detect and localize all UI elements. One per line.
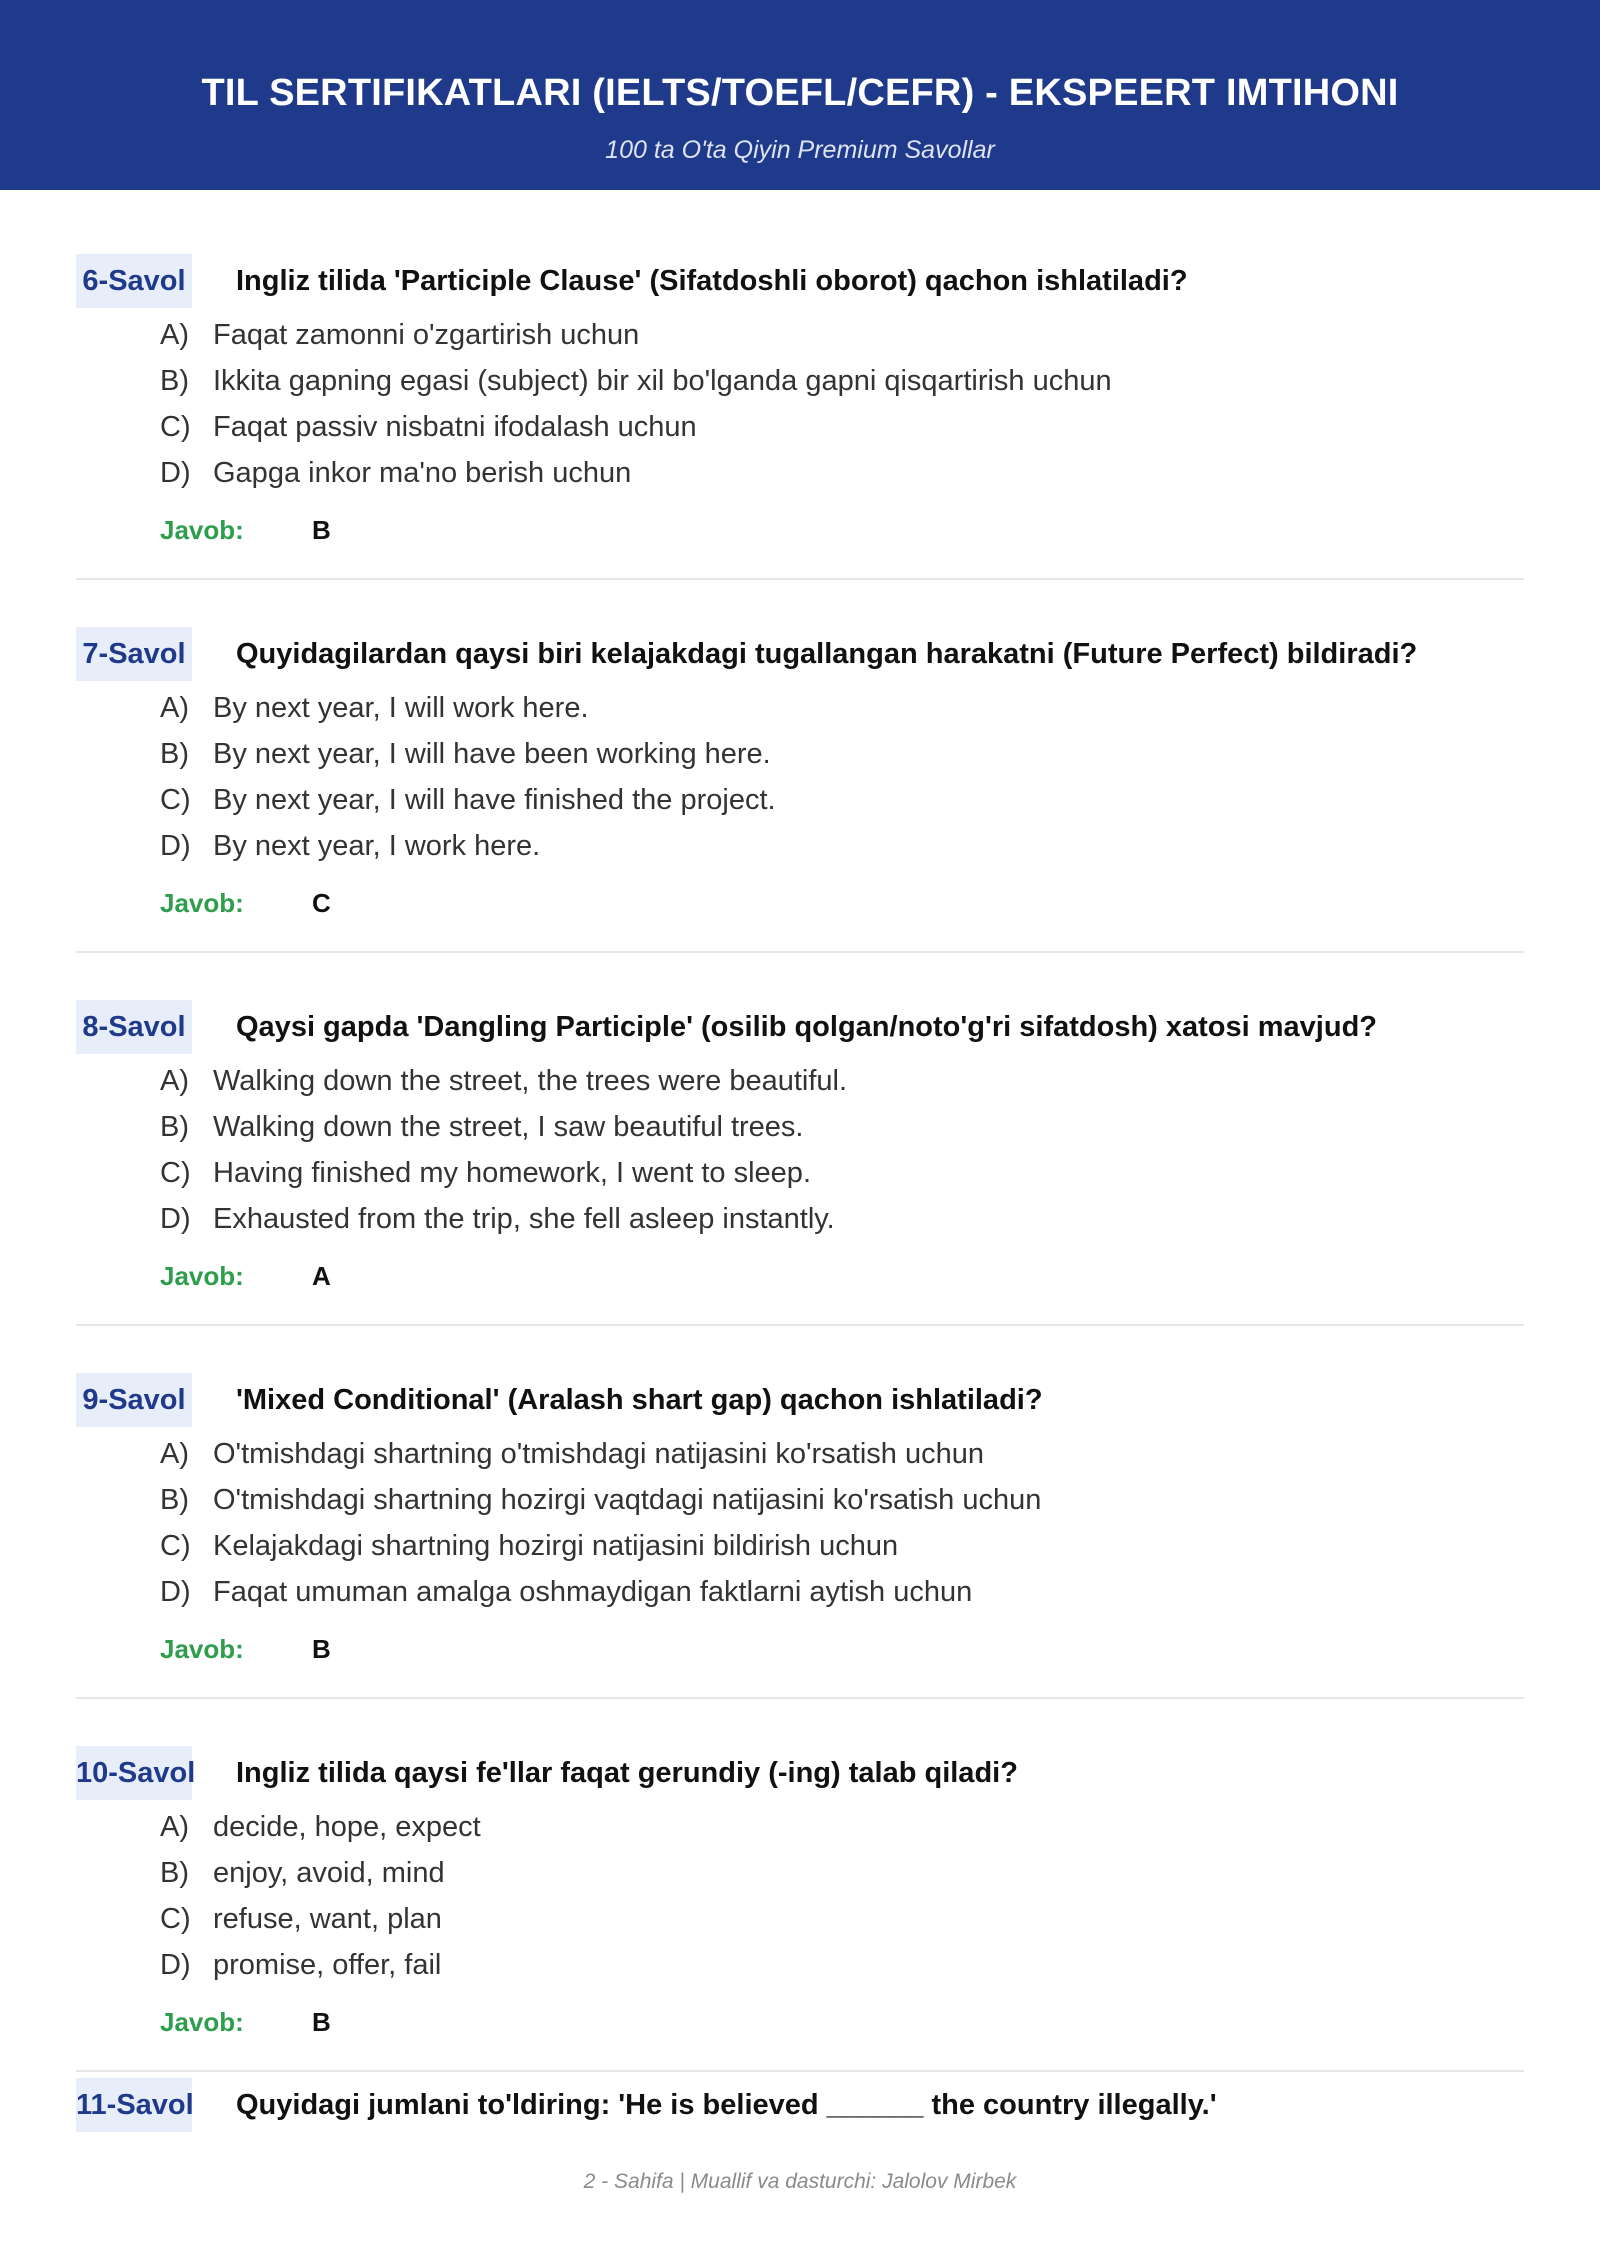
answer-value: B [312, 1634, 331, 1664]
answer-option [160, 731, 771, 777]
answer-label: Javob: [160, 1261, 244, 1291]
answer-option [160, 1850, 445, 1896]
option-letter: B) [160, 1857, 189, 1889]
answer-label: Javob: [160, 888, 244, 918]
option-letter: D) [160, 1949, 191, 1981]
option-text: By next year, I will have been working here. [213, 738, 771, 770]
option-letter: A) [160, 1811, 189, 1843]
option-letter: D) [160, 1576, 191, 1608]
question-text: Quyidagi jumlani to'ldiring: 'He is believed ______ the country illegally.' [236, 2089, 1217, 2121]
answer-option [160, 1942, 441, 1988]
answer-option [160, 1523, 898, 1569]
answer-option [160, 312, 639, 358]
option-letter: D) [160, 1203, 191, 1235]
divider [76, 1697, 1524, 1699]
option-text: promise, offer, fail [213, 1949, 442, 1981]
option-text: Walking down the street, the trees were beautiful. [213, 1065, 848, 1097]
question-number: 8-Savol [76, 1000, 192, 1054]
page-header [0, 0, 1600, 190]
answer-option [160, 1104, 804, 1150]
answer-option [160, 1804, 481, 1850]
answer-value: A [312, 1261, 331, 1291]
question-block [0, 218, 1600, 591]
answer-option [160, 1896, 442, 1942]
option-text: Kelajakdagi shartning hozirgi natijasini bildirish uchun [213, 1530, 899, 1562]
option-letter: C) [160, 1157, 191, 1189]
answer-row [160, 1256, 331, 1296]
answer-label: Javob: [160, 2007, 244, 2037]
option-letter: D) [160, 457, 191, 489]
option-text: Having finished my homework, I went to sleep. [213, 1157, 811, 1189]
question-block [0, 964, 1600, 1337]
option-letter: A) [160, 1065, 189, 1097]
option-text: enjoy, avoid, mind [213, 1857, 445, 1889]
question-number: 7-Savol [76, 627, 192, 681]
option-letter: B) [160, 738, 189, 770]
question-number: 10-Savol [76, 1746, 192, 1800]
divider [76, 578, 1524, 580]
option-letter: C) [160, 411, 191, 443]
question-number: 9-Savol [76, 1373, 192, 1427]
option-text: Exhausted from the trip, she fell asleep instantly. [213, 1203, 835, 1235]
answer-value: C [312, 888, 331, 918]
question-block [0, 2078, 1600, 2158]
page-subtitle: 100 ta O'ta Qiyin Premium Savollar [605, 136, 995, 164]
answer-row [160, 883, 331, 923]
question-text: 'Mixed Conditional' (Aralash shart gap) qachon ishlatiladi? [236, 1384, 1043, 1416]
option-letter: C) [160, 1903, 191, 1935]
option-letter: C) [160, 784, 191, 816]
page-title: TIL SERTIFIKATLARI (IELTS/TOEFL/CEFR) - EKSPEERT IMTIHONI [201, 72, 1399, 114]
option-text: By next year, I will have finished the project. [213, 784, 776, 816]
option-letter: A) [160, 319, 189, 351]
option-letter: B) [160, 1111, 189, 1143]
question-text: Quyidagilardan qaysi biri kelajakdagi tugallangan harakatni (Future Perfect) bildiradi? [236, 638, 1418, 670]
option-text: By next year, I will work here. [213, 692, 589, 724]
question-block [0, 1337, 1600, 1710]
divider [76, 1324, 1524, 1326]
divider [76, 2070, 1524, 2072]
option-letter: A) [160, 692, 189, 724]
answer-value: B [312, 515, 331, 545]
option-letter: D) [160, 830, 191, 862]
question-text: Qaysi gapda 'Dangling Participle' (osilib qolgan/noto'g'ri sifatdosh) xatosi mavjud? [236, 1011, 1377, 1043]
option-text: O'tmishdagi shartning hozirgi vaqtdagi natijasini ko'rsatish uchun [213, 1484, 1042, 1516]
option-text: Ikkita gapning egasi (subject) bir xil bo'lganda gapni qisqartirish uchun [213, 365, 1112, 397]
answer-option [160, 685, 589, 731]
answer-value: B [312, 2007, 331, 2037]
question-text: Ingliz tilida 'Participle Clause' (Sifatdoshli oborot) qachon ishlatiladi? [236, 265, 1188, 297]
answer-option [160, 1150, 811, 1196]
answer-option [160, 823, 540, 869]
answer-label: Javob: [160, 515, 244, 545]
option-text: By next year, I work here. [213, 830, 541, 862]
option-letter: B) [160, 365, 189, 397]
answer-option [160, 1058, 847, 1104]
option-text: refuse, want, plan [213, 1903, 442, 1935]
answer-option [160, 358, 1112, 404]
question-block [0, 591, 1600, 964]
answer-row [160, 510, 331, 550]
option-text: Faqat passiv nisbatni ifodalash uchun [213, 411, 697, 443]
question-block [0, 1710, 1600, 2083]
answer-row [160, 2002, 331, 2042]
page-footer: 2 - Sahifa | Muallif va dasturchi: Jalolov Mirbek [583, 2170, 1017, 2193]
answer-option [160, 1196, 835, 1242]
answer-option [160, 404, 697, 450]
question-number: 11-Savol [76, 2078, 192, 2132]
answer-row [160, 1629, 331, 1669]
option-letter: A) [160, 1438, 189, 1470]
option-letter: B) [160, 1484, 189, 1516]
option-text: Gapga inkor ma'no berish uchun [213, 457, 632, 489]
answer-option [160, 1431, 984, 1477]
option-letter: C) [160, 1530, 191, 1562]
option-text: Walking down the street, I saw beautiful trees. [213, 1111, 804, 1143]
answer-option [160, 777, 776, 823]
answer-option [160, 1477, 1041, 1523]
divider [76, 951, 1524, 953]
answer-option [160, 450, 631, 496]
option-text: decide, hope, expect [213, 1811, 481, 1843]
question-text: Ingliz tilida qaysi fe'llar faqat gerundiy (-ing) talab qiladi? [236, 1757, 1018, 1789]
question-number: 6-Savol [76, 254, 192, 308]
option-text: O'tmishdagi shartning o'tmishdagi natijasini ko'rsatish uchun [213, 1438, 985, 1470]
option-text: Faqat umuman amalga oshmaydigan faktlarni aytish uchun [213, 1576, 973, 1608]
answer-label: Javob: [160, 1634, 244, 1664]
option-text: Faqat zamonni o'zgartirish uchun [213, 319, 640, 351]
answer-option [160, 1569, 972, 1615]
